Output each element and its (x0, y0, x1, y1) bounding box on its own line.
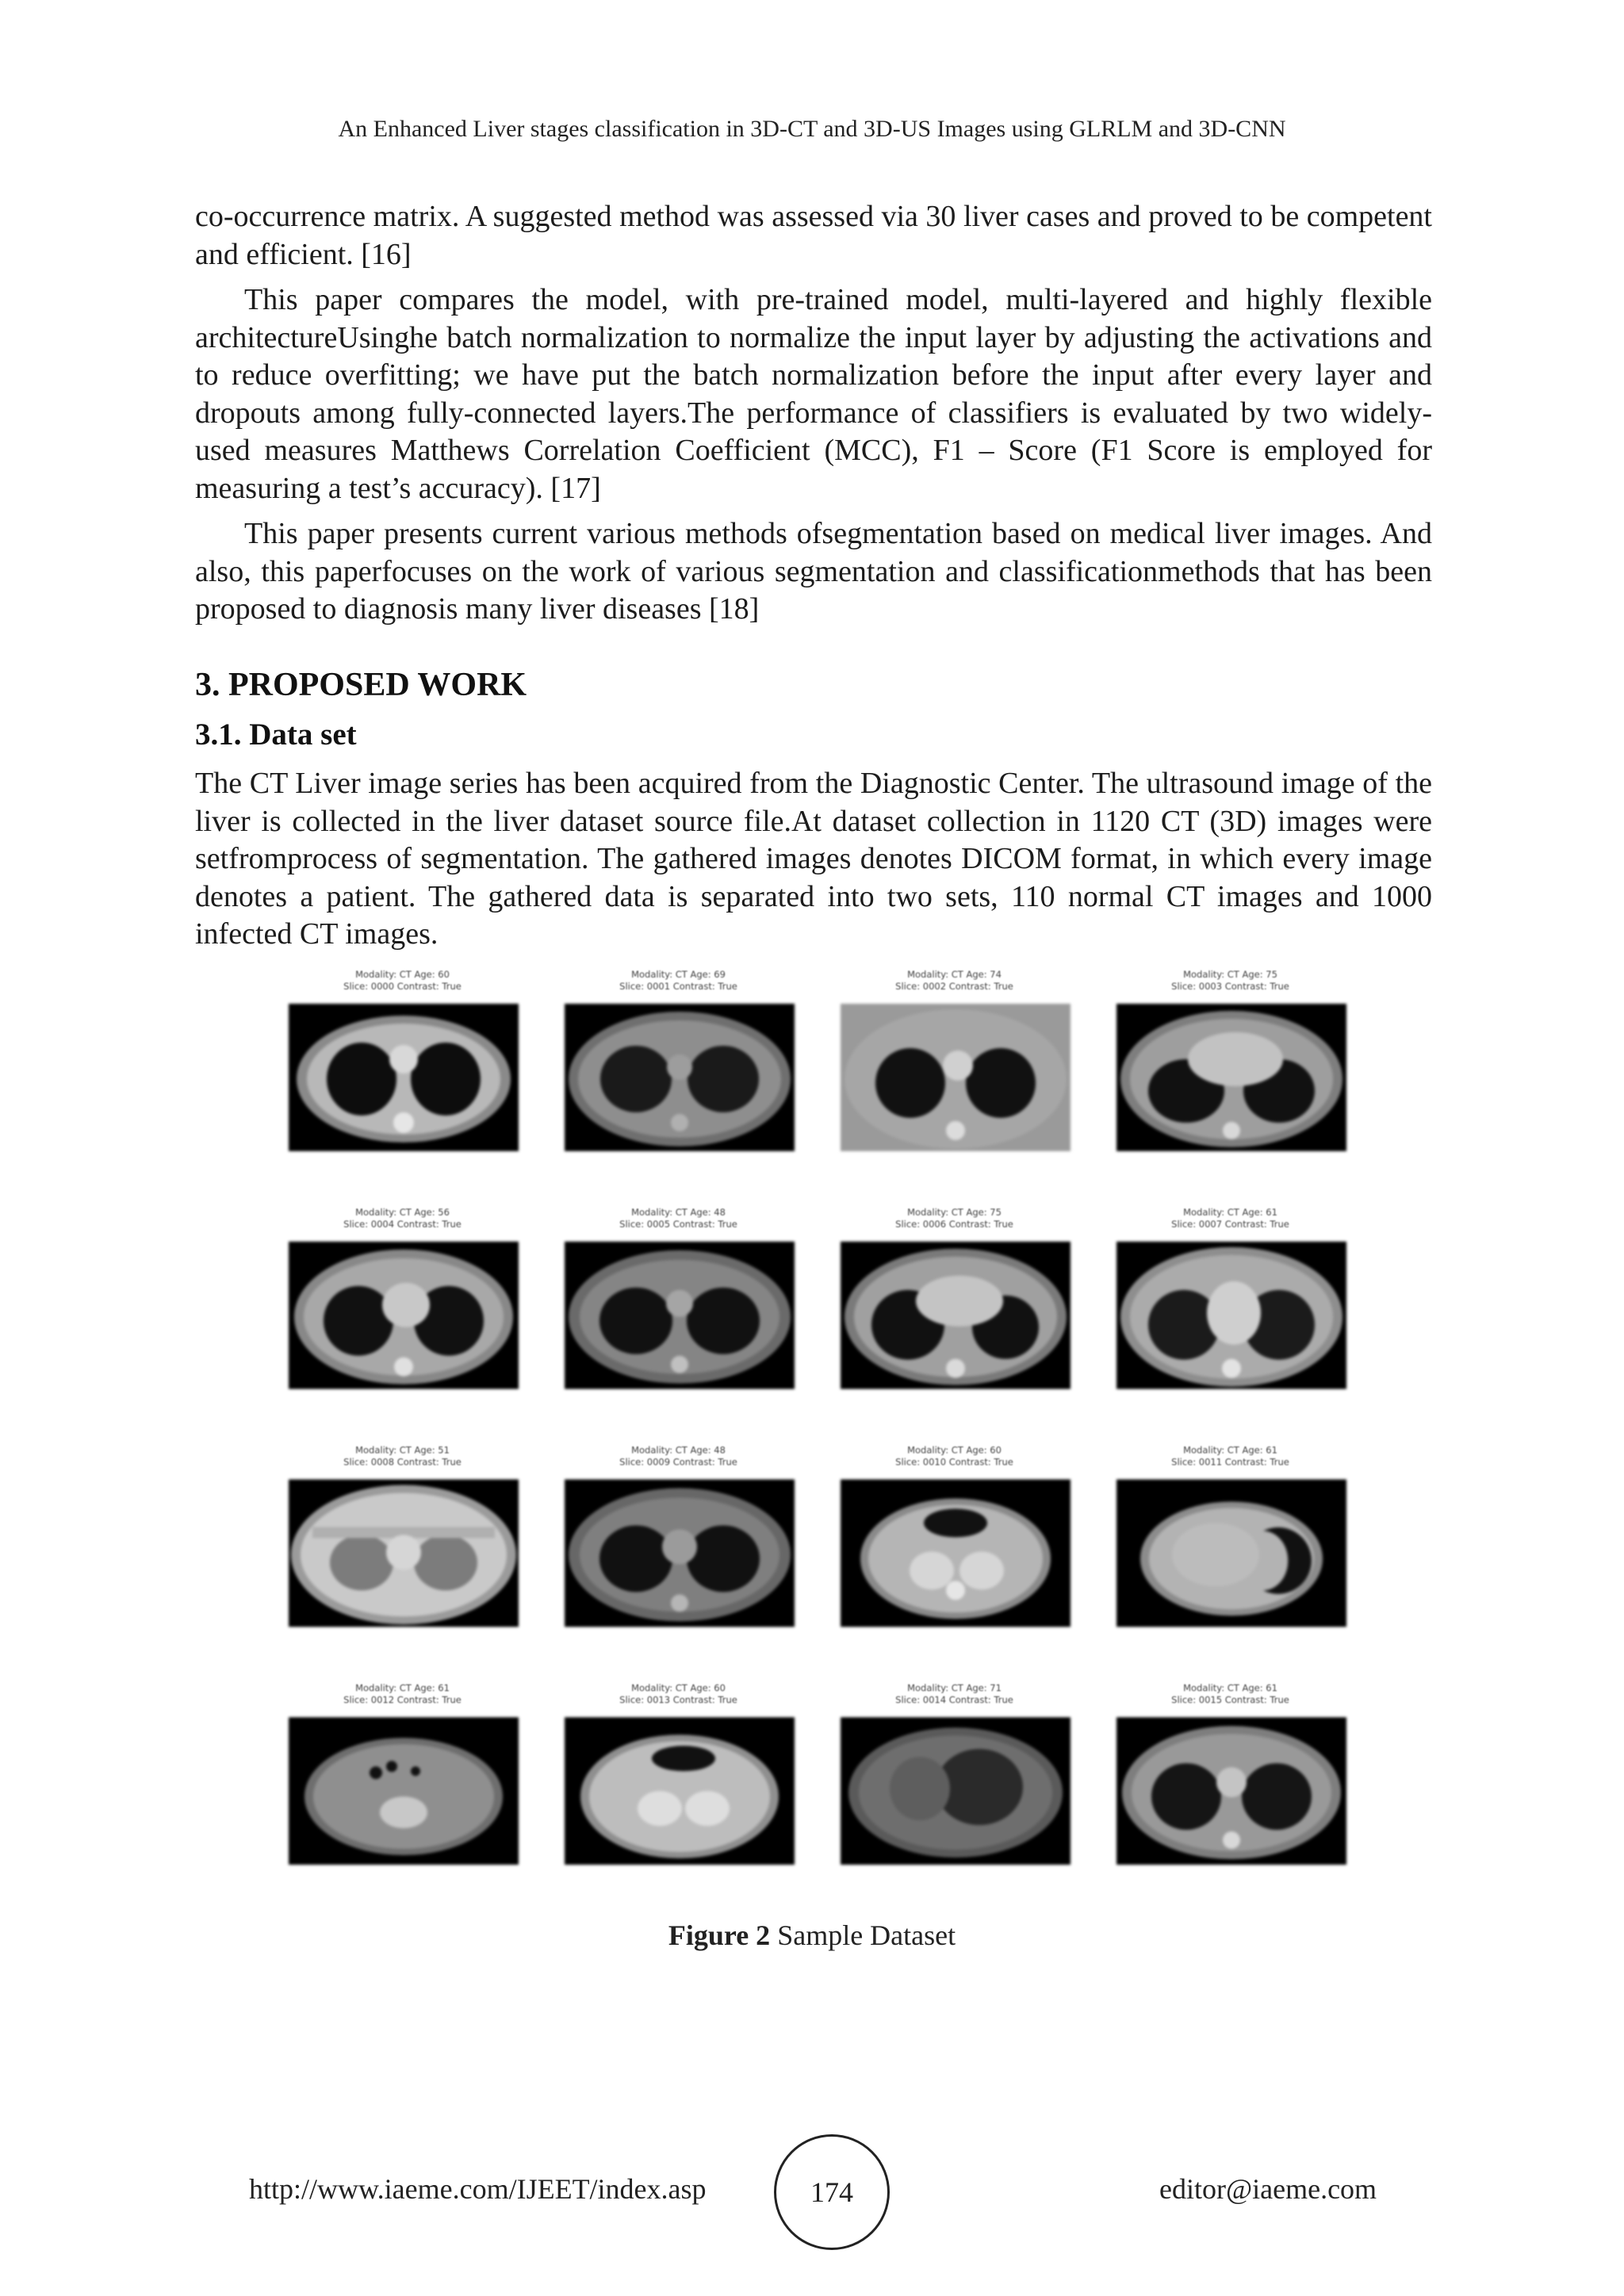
footer-url[interactable]: http://www.iaeme.com/IJEET/index.asp (249, 2173, 707, 2205)
ct-scan-image (565, 1479, 795, 1627)
tile-caption-modality: Modality: CT Age: 71 (907, 1682, 1002, 1693)
body-paragraphs (195, 198, 1432, 629)
ct-slice-tile (561, 1445, 795, 1674)
tile-caption-modality: Modality: CT Age: 60 (631, 1682, 726, 1693)
ct-slice-tile (1113, 969, 1347, 1199)
ct-slice-tile (837, 969, 1071, 1199)
figure-caption-text: Sample Dataset (777, 1919, 956, 1951)
tile-caption-modality: Modality: CT Age: 51 (355, 1445, 450, 1456)
ct-scan-image (1116, 1717, 1346, 1865)
tile-caption-slice: Slice: 0013 Contrast: True (619, 1694, 737, 1705)
ct-slice-tile (1113, 1207, 1347, 1437)
tile-caption-slice: Slice: 0014 Contrast: True (895, 1694, 1013, 1705)
tile-caption-slice: Slice: 0007 Contrast: True (1171, 1219, 1289, 1230)
ct-scan-image (1116, 1479, 1346, 1627)
tile-caption-slice: Slice: 0012 Contrast: True (343, 1694, 462, 1705)
ct-scan-image (289, 1004, 519, 1151)
paragraph-ref-17: This paper compares the model, with pre-trained model, multi-layered and highly flexible architectureUsinghe batch normalization to normalize the input layer by adjusting the activations and to reduce overfitting; we have put the batch normalization before the input after every layer and dropouts among fully-connected layers.The performance of classifiers is evaluated by two widely-used measures Matthews Correlation Coefficient (MCC), F1 – Score (F1 Score is employed for measuring a test’s accuracy). [17] (195, 283, 1432, 505)
ct-slice-tile (285, 1207, 519, 1437)
ct-slice-tile (561, 1207, 795, 1437)
ct-scan-image (841, 1717, 1071, 1865)
ct-scan-image (289, 1717, 519, 1865)
tile-caption-modality: Modality: CT Age: 75 (907, 1207, 1002, 1218)
paragraph-continuation: co-occurrence matrix. A suggested method was assessed via 30 liver cases and proved to be competent and efficient. [16] (195, 200, 1432, 271)
ct-slice-tile (285, 969, 519, 1199)
ct-slice-tile (285, 1445, 519, 1674)
tile-caption-modality: Modality: CT Age: 61 (355, 1682, 450, 1693)
ct-scan-image (1116, 1242, 1346, 1389)
ct-slice-tile (1113, 1445, 1347, 1674)
ct-slice-tile (837, 1207, 1071, 1437)
tile-caption-modality: Modality: CT Age: 48 (631, 1445, 726, 1456)
figure-caption-label: Figure 2 (668, 1919, 771, 1951)
ct-slice-tile (837, 1445, 1071, 1674)
ct-scan-image (841, 1242, 1071, 1389)
tile-caption-modality: Modality: CT Age: 75 (1183, 969, 1277, 980)
subsection-heading: 3.1. Data set (195, 718, 357, 752)
tile-caption-slice: Slice: 0004 Contrast: True (343, 1219, 462, 1230)
ct-slice-tile (837, 1682, 1071, 1912)
tile-caption-slice: Slice: 0000 Contrast: True (343, 981, 462, 992)
ct-slice-tile (561, 969, 795, 1199)
ct-scan-image (841, 1004, 1071, 1151)
tile-caption-modality: Modality: CT Age: 48 (631, 1207, 726, 1218)
tile-caption-modality: Modality: CT Age: 56 (355, 1207, 450, 1218)
sample-dataset-figure (285, 969, 1348, 1881)
tile-caption-slice: Slice: 0009 Contrast: True (619, 1456, 737, 1468)
dataset-paragraph: The CT Liver image series has been acquired from the Diagnostic Center. The ultrasound image of the liver is collected in the liver dataset source file.At dataset collection in 1120 CT (3D) images were setfromprocess of segmentation. The gathered images denotes DICOM format, in which every image denotes a patient. The gathered data is separated into two sets, 110 normal CT images and 1000 infected CT images. (195, 767, 1432, 951)
tile-caption-slice: Slice: 0008 Contrast: True (343, 1456, 462, 1468)
ct-scan-image (289, 1242, 519, 1389)
tile-caption-modality: Modality: CT Age: 69 (631, 969, 726, 980)
tile-caption-slice: Slice: 0001 Contrast: True (619, 981, 737, 992)
figure-caption (0, 1919, 1624, 1952)
tile-caption-modality: Modality: CT Age: 74 (907, 969, 1002, 980)
ct-scan-image (565, 1242, 795, 1389)
tile-caption-slice: Slice: 0002 Contrast: True (895, 981, 1013, 992)
footer-email[interactable]: editor@iaeme.com (1159, 2173, 1377, 2205)
tile-caption-slice: Slice: 0010 Contrast: True (895, 1456, 1013, 1468)
tile-caption-slice: Slice: 0011 Contrast: True (1171, 1456, 1289, 1468)
dataset-paragraph-block (195, 765, 1432, 954)
page-number-badge (774, 2134, 890, 2250)
ct-slice-tile (561, 1682, 795, 1912)
ct-scan-image (1116, 1004, 1346, 1151)
section-heading: 3. PROPOSED WORK (195, 667, 527, 703)
page-number: 174 (810, 2176, 853, 2208)
tile-caption-modality: Modality: CT Age: 60 (355, 969, 450, 980)
tile-caption-slice: Slice: 0003 Contrast: True (1171, 981, 1289, 992)
tile-caption-slice: Slice: 0015 Contrast: True (1171, 1694, 1289, 1705)
tile-caption-modality: Modality: CT Age: 61 (1183, 1445, 1277, 1456)
tile-caption-modality: Modality: CT Age: 61 (1183, 1207, 1277, 1218)
tile-caption-slice: Slice: 0005 Contrast: True (619, 1219, 737, 1230)
paragraph-ref-18: This paper presents current various methods ofsegmentation based on medical liver images. And also, this paperfocuses on the work of various segmentation and classificationmethods that has been proposed to diagnosis many liver diseases [18] (195, 517, 1432, 626)
tile-caption-modality: Modality: CT Age: 60 (907, 1445, 1002, 1456)
ct-scan-image (565, 1004, 795, 1151)
tile-caption-modality: Modality: CT Age: 61 (1183, 1682, 1277, 1693)
ct-scan-image (841, 1479, 1071, 1627)
ct-scan-image (565, 1717, 795, 1865)
running-title: An Enhanced Liver stages classification in 3D-CT and 3D-US Images using GLRLM and 3D-CNN (338, 116, 1286, 142)
ct-slice-tile (1113, 1682, 1347, 1912)
ct-slice-tile (285, 1682, 519, 1912)
ct-scan-image (289, 1479, 519, 1627)
tile-caption-slice: Slice: 0006 Contrast: True (895, 1219, 1013, 1230)
